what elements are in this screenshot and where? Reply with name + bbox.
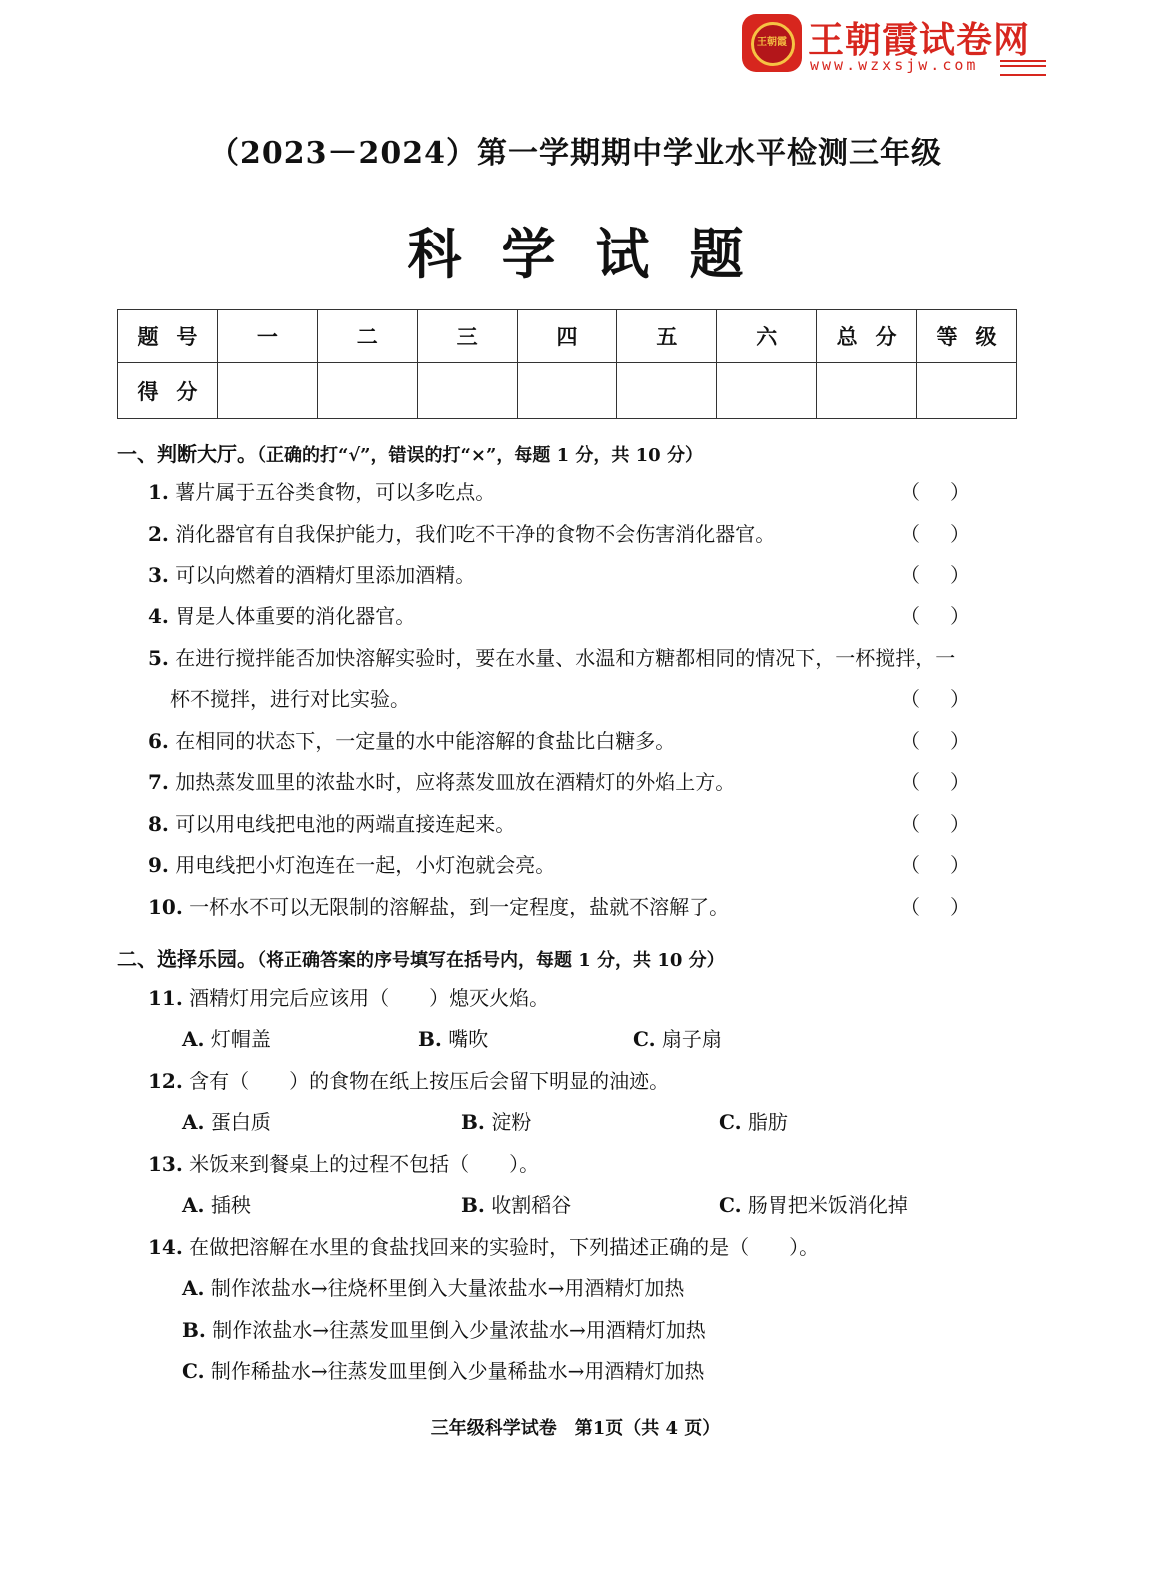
answer-paren[interactable] (900, 518, 970, 547)
answer-paren[interactable] (900, 808, 970, 837)
score-table-header-row (118, 310, 1017, 363)
paren-close: ） (950, 853, 970, 877)
score-cell (617, 363, 717, 419)
header-cell-2: 二 (317, 310, 417, 363)
option-text: 收割稻谷 (491, 1193, 572, 1217)
question-text: 含有（ ）的食物在纸上按压后会留下明显的油迹。 (189, 1069, 670, 1093)
question-number: 12. (148, 1069, 183, 1093)
option-text: 淀粉 (491, 1110, 532, 1134)
answer-paren[interactable] (900, 476, 970, 505)
answer-paren[interactable] (900, 559, 970, 588)
score-cell (517, 363, 617, 419)
option-text: 制作稀盐水→往蒸发皿里倒入少量稀盐水→用酒精灯加热 (210, 1359, 705, 1383)
section2-title: 二、选择乐园。 (117, 947, 257, 971)
logo-lines-icon (1000, 60, 1046, 76)
paren-open: （ (900, 687, 920, 711)
paren-open: （ (900, 522, 920, 546)
question-12 (148, 1065, 669, 1094)
question-2 (148, 518, 775, 547)
question-number: 4. (148, 604, 169, 628)
option-label: A. (182, 1110, 205, 1134)
exam-title: （2023－2024）第一学期期中学业水平检测三年级 (209, 136, 942, 171)
option-text: 扇子扇 (661, 1027, 722, 1051)
question-text: 酒精灯用完后应该用（ ）熄灭火焰。 (189, 986, 550, 1010)
question-number: 7. (148, 770, 169, 794)
score-cell (917, 363, 1017, 419)
option-label: A. (182, 1027, 205, 1051)
question-10 (148, 891, 729, 920)
question-text: 一杯水不可以无限制的溶解盐，到一定程度，盐就不溶解了。 (189, 895, 730, 919)
paren-close: ） (950, 522, 970, 546)
section2-heading (117, 943, 725, 972)
question-text: 加热蒸发皿里的浓盐水时，应将蒸发皿放在酒精灯的外焰上方。 (175, 770, 736, 794)
question-4 (148, 600, 415, 629)
question-7 (148, 766, 735, 795)
header-cell-6: 六 (717, 310, 817, 363)
option-c[interactable] (182, 1355, 704, 1384)
page-footer: 三年级科学试卷 第1页（共 4 页） (430, 1418, 721, 1439)
option-text: 蛋白质 (210, 1110, 271, 1134)
paren-open: （ (900, 563, 920, 587)
option-c[interactable] (719, 1106, 788, 1135)
question-number: 3. (148, 563, 169, 587)
header-cell-3: 三 (417, 310, 517, 363)
option-label: B. (418, 1027, 442, 1051)
option-text: 插秧 (210, 1193, 251, 1217)
question-13 (148, 1148, 539, 1177)
question-text: 消化器官有自我保护能力，我们吃不干净的食物不会伤害消化器官。 (175, 522, 776, 546)
header-cell-5: 五 (617, 310, 717, 363)
option-label: B. (461, 1110, 485, 1134)
question-11 (148, 982, 549, 1011)
question-text: 胃是人体重要的消化器官。 (175, 604, 416, 628)
paren-close: ） (950, 480, 970, 504)
logo-title: 王朝霞试卷网 (808, 20, 1031, 61)
question-number: 5. (148, 646, 169, 670)
question-number: 6. (148, 729, 169, 753)
header-cell-grade: 等级 (917, 310, 1017, 363)
option-text: 制作浓盐水→往蒸发皿里倒入少量浓盐水→用酒精灯加热 (212, 1318, 706, 1342)
option-c[interactable] (719, 1189, 908, 1218)
paren-open: （ (900, 812, 920, 836)
option-label: A. (182, 1276, 205, 1300)
question-text: 可以向燃着的酒精灯里添加酒精。 (175, 563, 476, 587)
score-cell (217, 363, 317, 419)
answer-paren[interactable] (900, 891, 970, 920)
question-1 (148, 476, 495, 505)
seal-emblem-icon (742, 14, 802, 72)
score-cell (417, 363, 517, 419)
answer-paren[interactable] (900, 725, 970, 754)
option-text: 肠胃把米饭消化掉 (747, 1193, 908, 1217)
paren-open: （ (900, 770, 920, 794)
question-number: 2. (148, 522, 169, 546)
question-number: 14. (148, 1235, 183, 1259)
header-cell-total: 总分 (817, 310, 917, 363)
section2-note: （将正确答案的序号填写在括号内，每题 1 分，共 10 分） (257, 950, 725, 971)
option-text: 制作浓盐水→往烧杯里倒入大量浓盐水→用酒精灯加热 (210, 1276, 685, 1300)
option-a[interactable] (182, 1106, 271, 1135)
answer-paren[interactable] (900, 849, 970, 878)
section1-note: （正确的打“√”，错误的打“×”，每题 1 分，共 10 分） (257, 445, 703, 466)
question-text: 米饭来到餐桌上的过程不包括（ ）。 (189, 1152, 540, 1176)
question-5-continued: 杯不搅拌，进行对比实验。 (170, 687, 410, 711)
paren-open: （ (900, 895, 920, 919)
question-8 (148, 808, 515, 837)
question-6 (148, 725, 675, 754)
paren-close: ） (950, 895, 970, 919)
option-label: B. (182, 1318, 206, 1342)
option-a[interactable] (182, 1272, 684, 1301)
question-text: 在进行搅拌能否加快溶解实验时，要在水量、水温和方糖都相同的情况下，一杯搅拌，一 (175, 646, 956, 670)
paren-close: ） (950, 687, 970, 711)
paren-open: （ (900, 604, 920, 628)
score-table (117, 309, 1017, 419)
question-number: 11. (148, 986, 183, 1010)
section1-title: 一、判断大厅。 (117, 442, 257, 466)
paren-close: ） (950, 812, 970, 836)
question-3 (148, 559, 475, 588)
question-number: 8. (148, 812, 169, 836)
option-a[interactable] (182, 1023, 271, 1052)
score-cell (817, 363, 917, 419)
paren-open: （ (900, 729, 920, 753)
option-a[interactable] (182, 1189, 251, 1218)
logo-url: www.wzxsjw.com (810, 56, 979, 74)
header-cell-4: 四 (517, 310, 617, 363)
option-text: 脂肪 (747, 1110, 788, 1134)
option-b[interactable] (182, 1314, 706, 1343)
option-label: C. (719, 1110, 742, 1134)
paren-close: ） (950, 563, 970, 587)
paren-close: ） (950, 770, 970, 794)
score-table-score-row (118, 363, 1017, 419)
answer-paren[interactable] (900, 683, 970, 712)
option-label: C. (182, 1359, 205, 1383)
paren-open: （ (900, 480, 920, 504)
question-text: 在相同的状态下，一定量的水中能溶解的食盐比白糖多。 (175, 729, 676, 753)
question-number: 13. (148, 1152, 183, 1176)
paren-close: ） (950, 604, 970, 628)
option-text: 灯帽盖 (210, 1027, 271, 1051)
subject-title: 科学试题 (407, 222, 784, 286)
option-label: C. (633, 1027, 656, 1051)
option-b[interactable] (461, 1106, 531, 1135)
score-cell (717, 363, 817, 419)
option-text: 嘴吹 (448, 1027, 489, 1051)
seal-text: 王朝霞 (757, 37, 787, 48)
answer-paren[interactable] (900, 600, 970, 629)
question-text: 可以用电线把电池的两端直接连起来。 (175, 812, 516, 836)
option-label: C. (719, 1193, 742, 1217)
option-c[interactable] (633, 1023, 722, 1052)
site-logo (740, 12, 1050, 74)
question-number: 1. (148, 480, 169, 504)
option-label: B. (461, 1193, 485, 1217)
question-5 (148, 642, 955, 671)
paren-close: ） (950, 729, 970, 753)
option-b[interactable] (418, 1023, 488, 1052)
option-b[interactable] (461, 1189, 571, 1218)
question-text: 在做把溶解在水里的食盐找回来的实验时，下列描述正确的是（ ）。 (189, 1235, 820, 1259)
header-cell-question-no: 题号 (118, 310, 218, 363)
question-text: 用电线把小灯泡连在一起，小灯泡就会亮。 (175, 853, 556, 877)
score-cell (317, 363, 417, 419)
score-row-label: 得分 (118, 363, 218, 419)
question-number: 10. (148, 895, 183, 919)
question-9 (148, 849, 555, 878)
header-cell-1: 一 (217, 310, 317, 363)
question-number: 9. (148, 853, 169, 877)
paren-open: （ (900, 853, 920, 877)
section1-heading (117, 438, 703, 467)
question-text: 薯片属于五谷类食物，可以多吃点。 (175, 480, 496, 504)
answer-paren[interactable] (900, 766, 970, 795)
question-14 (148, 1231, 819, 1260)
option-label: A. (182, 1193, 205, 1217)
